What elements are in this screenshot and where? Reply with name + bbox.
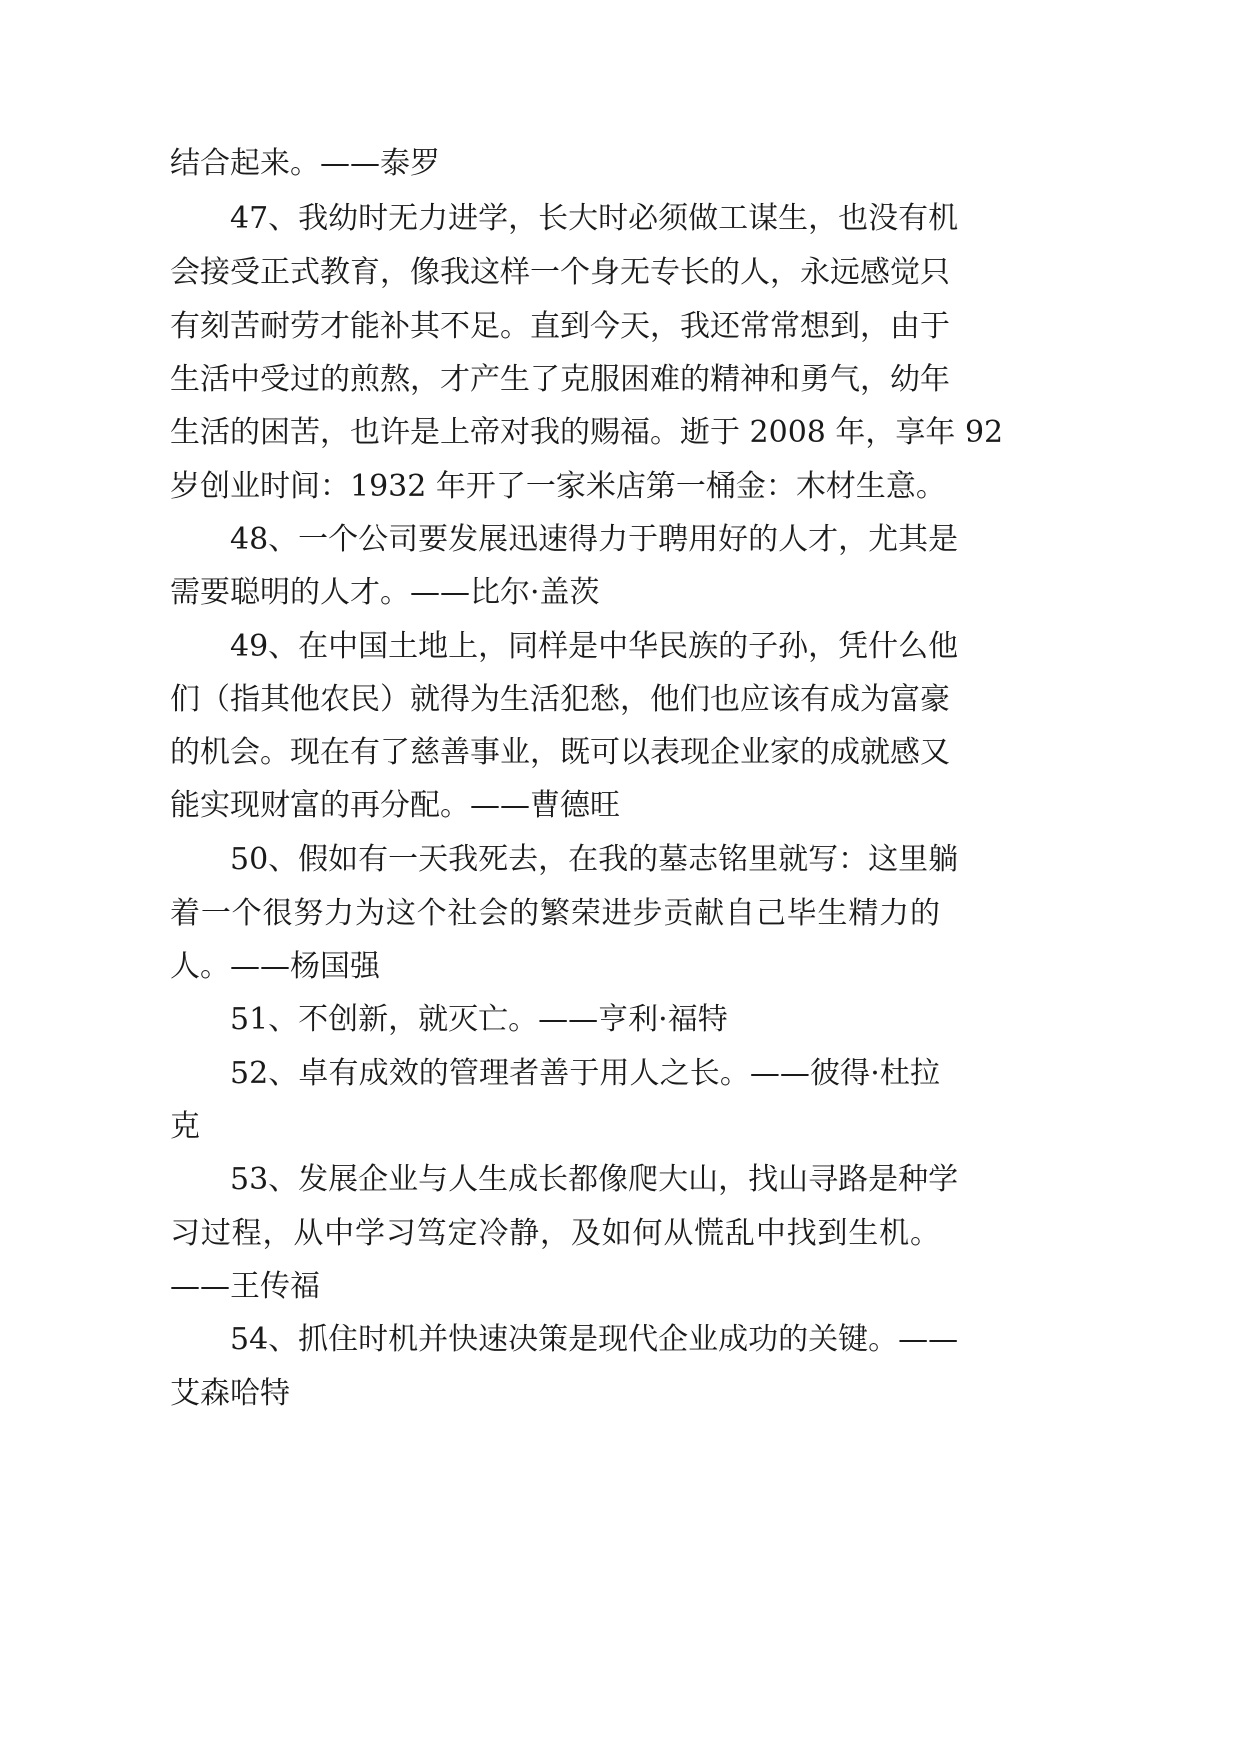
text-line: 会接受正式教育，像我这样一个身无专长的人，永远感觉只: [170, 255, 950, 290]
text-line: 岁创业时间：1932 年开了一家米店第一桶金：木材生意。: [170, 469, 946, 504]
text-line: 48、一个公司要发展迅速得力于聘用好的人才，尤其是: [230, 522, 959, 557]
text-line: 54、抓住时机并快速决策是现代企业成功的关键。——: [230, 1322, 959, 1357]
text-line: 53、发展企业与人生成长都像爬大山，找山寻路是种学: [230, 1162, 959, 1197]
text-line: 能实现财富的再分配。——曹德旺: [170, 788, 620, 823]
text-line: 51、不创新，就灭亡。——亨利·福特: [230, 1002, 728, 1037]
text-line: 47、我幼时无力进学，长大时必须做工谋生，也没有机: [230, 201, 959, 236]
text-line: 有刻苦耐劳才能补其不足。直到今天，我还常常想到，由于: [170, 309, 950, 344]
text-line: 52、卓有成效的管理者善于用人之长。——彼得·杜拉: [230, 1056, 940, 1091]
text-line: 艾森哈特: [170, 1376, 290, 1411]
text-line: ——王传福: [170, 1269, 320, 1304]
text-line: 克: [170, 1109, 200, 1144]
text-line: 需要聪明的人才。——比尔·盖茨: [170, 575, 600, 610]
text-line: 们（指其他农民）就得为生活犯愁，他们也应该有成为富豪: [170, 682, 950, 717]
text-line: 着一个很努力为这个社会的繁荣进步贡献自己毕生精力的: [170, 896, 940, 931]
text-line: 人。——杨国强: [170, 949, 380, 984]
text-line: 的机会。现在有了慈善事业，既可以表现企业家的成就感又: [170, 735, 950, 770]
text-line: 49、在中国土地上，同样是中华民族的子孙，凭什么他: [230, 629, 959, 664]
text-line: 生活的困苦，也许是上帝对我的赐福。逝于 2008 年，享年 92: [170, 415, 1004, 450]
text-line: 结合起来。——泰罗: [170, 146, 440, 181]
text-line: 50、假如有一天我死去，在我的墓志铭里就写：这里躺: [230, 842, 959, 877]
text-line: 习过程，从中学习笃定冷静，及如何从慌乱中找到生机。: [170, 1216, 940, 1251]
text-line: 生活中受过的煎熬，才产生了克服困难的精神和勇气，幼年: [170, 362, 950, 397]
